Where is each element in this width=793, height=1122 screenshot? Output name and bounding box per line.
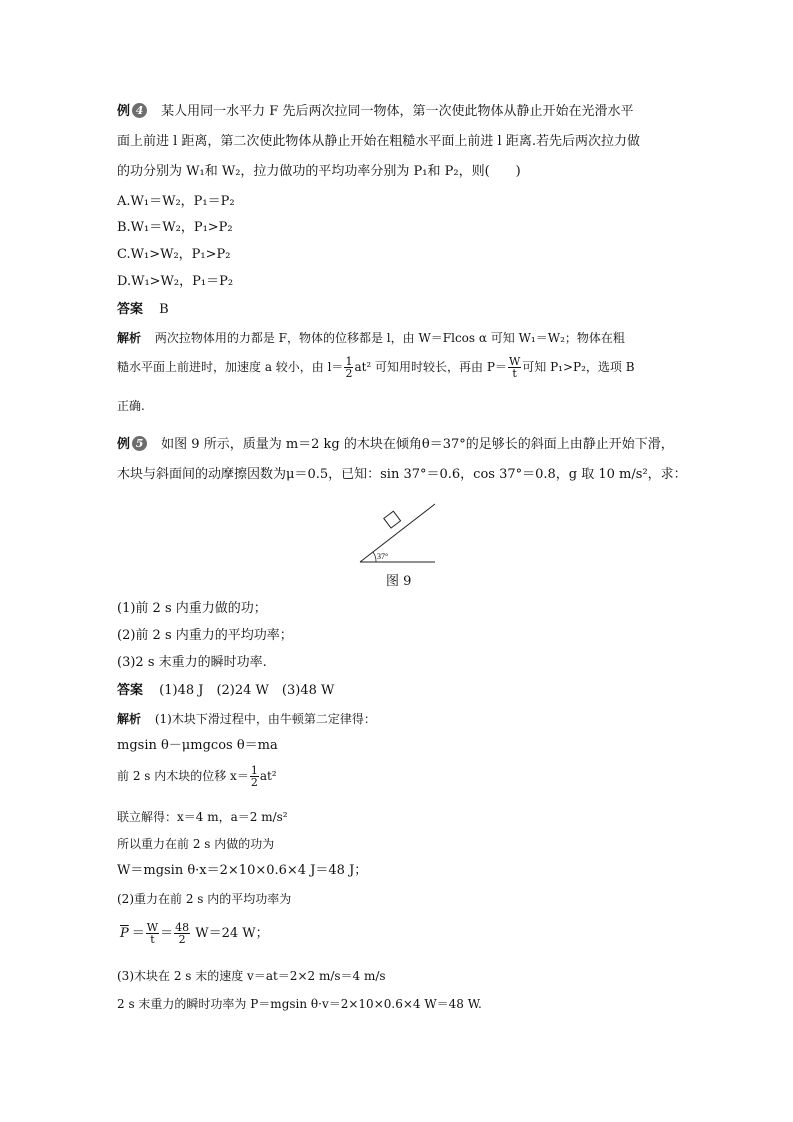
fraction-one-half — [250, 765, 259, 788]
ex5-step-8-tail: W＝24 W； — [195, 926, 269, 941]
angle-arc — [373, 552, 376, 562]
frac-denominator: t — [512, 367, 517, 380]
ex5-sub-question-1: (1)前 2 s 内重力做的功； — [117, 601, 267, 616]
frac-numerator: W — [508, 355, 521, 368]
ex4-q-text-2: 面上前进 l 距离，第二次使此物体从静止开始在粗糙水平面上前进 l 距离.若先后两次拉力做 — [117, 134, 640, 149]
ex4-q-text-3: 的功分别为 W₁和 W₂，拉力做功的平均功率分别为 P₁和 P₂，则( ) — [117, 164, 521, 179]
average-power-symbol: $\overline{P}$ — [120, 926, 129, 941]
angle-label: 37° — [377, 552, 389, 561]
frac-numerator: W — [146, 921, 159, 934]
block — [384, 511, 401, 528]
ex4-q-text-1: 某人用同一水平力 F 先后两次拉同一物体，第一次使此物体从静止开始在光滑水平 — [161, 104, 634, 119]
ex5-step-2: mgsin θ－μmgcos θ＝ma — [117, 738, 278, 753]
ex5-step-3 — [117, 765, 277, 788]
ex5-step-10: 2 s 末重力的瞬时功率为 P＝mgsin θ·v＝2×10×0.6×4 W＝48 W. — [117, 997, 482, 1011]
frac-denominator: t — [150, 933, 155, 946]
ex4-option-c: C.W₁>W₂，P₁>P₂ — [117, 247, 231, 262]
ex5-answer — [117, 682, 334, 700]
frac-denominator: 2 — [345, 367, 353, 380]
ex5-step-3-tail: at² — [259, 769, 277, 783]
ex5-question-line-1 — [117, 436, 674, 454]
ex5-step-4: 联立解得：x＝4 m，a＝2 m/s² — [117, 810, 288, 824]
ex5-step-1: (1)木块下滑过程中，由牛顿第二定律得： — [154, 712, 376, 726]
ex4-answer-value: B — [159, 302, 169, 317]
ex4-explanation-line-2 — [117, 356, 635, 379]
ex5-answer-label: 答案 — [117, 683, 144, 698]
ex4-exp-text-3: 正确. — [117, 399, 145, 413]
ex5-step-6: W＝mgsin θ·x＝2×10×0.6×4 J＝48 J； — [117, 863, 368, 878]
ex5-sub-question-3: (3)2 s 末重力的瞬时功率. — [117, 655, 267, 670]
ex5-step-7: (2)重力在前 2 s 内的平均功率为 — [117, 892, 292, 906]
fraction-w-over-t — [508, 356, 521, 379]
ex4-option-d: D.W₁>W₂，P₁＝P₂ — [117, 274, 234, 289]
incline-figure — [355, 500, 445, 566]
ex4-explanation-line-1 — [117, 329, 625, 347]
ex4-label: 例 — [117, 104, 131, 119]
ex4-option-a: A.W₁＝W₂，P₁＝P₂ — [117, 194, 235, 209]
ex5-label: 例 — [117, 437, 131, 452]
ex4-answer — [117, 301, 169, 319]
ex5-number-badge: 5 — [132, 436, 147, 451]
ex4-answer-label: 答案 — [117, 302, 144, 317]
ex5-sub-question-2: (2)前 2 s 内重力的平均功率； — [117, 628, 293, 643]
fraction-48-over-2 — [174, 922, 190, 945]
ex4-exp-text-2b: at² 可知用时较长，再由 P＝ — [354, 360, 507, 374]
frac-numerator: 1 — [345, 355, 353, 368]
ex4-option-b: B.W₁＝W₂，P₁>P₂ — [117, 220, 233, 235]
ex5-solution-line-1 — [117, 710, 376, 728]
ex4-exp-text-1: 两次拉物体用的力都是 F，物体的位移都是 l，由 W＝Flcos α 可知 W₁＝W₂；物体在粗 — [154, 331, 625, 345]
ex5-answer-value: (1)48 J (2)24 W (3)48 W — [159, 683, 335, 698]
fraction-w-over-t — [146, 922, 159, 945]
frac-numerator: 48 — [175, 921, 190, 934]
ex4-exp-text-2a: 糙水平面上前进时，加速度 a 较小，由 l＝ — [117, 360, 344, 374]
ex4-question-line-1 — [117, 103, 633, 121]
frac-denominator: 2 — [178, 933, 186, 946]
frac-numerator: 1 — [250, 764, 258, 777]
ex4-exp-text-2c: 可知 P₁>P₂，选项 B — [522, 360, 635, 374]
ex5-step-3-text: 前 2 s 内木块的位移 x＝ — [117, 769, 249, 783]
figure-caption: 图 9 — [386, 574, 412, 589]
ex5-q-text-2: 木块与斜面间的动摩擦因数为μ＝0.5，已知：sin 37°＝0.6，cos 37°＝0.8，g 取 10 m/s²，求： — [117, 467, 687, 482]
ex5-step-8: $\overline{P}$ ＝ $\frac{W}{t}$ ＝ $\frac{48}{2}$ W＝24 W； — [117, 922, 269, 945]
ex5-step-5: 所以重力在前 2 s 内做的功为 — [117, 837, 275, 851]
ex4-number-badge: 4 — [132, 103, 147, 118]
fraction-one-half — [344, 356, 353, 379]
frac-denominator: 2 — [250, 776, 258, 789]
ex5-q-text-1: 如图 9 所示，质量为 m＝2 kg 的木块在倾角θ＝37°的足够长的斜面上由静止开始下滑， — [161, 437, 674, 452]
ex4-exp-label: 解析 — [117, 331, 142, 345]
incline-slope — [360, 504, 435, 562]
ex5-step-9: (3)木块在 2 s 末的速度 v＝at＝2×2 m/s＝4 m/s — [117, 969, 386, 983]
ex5-exp-label: 解析 — [117, 712, 142, 726]
